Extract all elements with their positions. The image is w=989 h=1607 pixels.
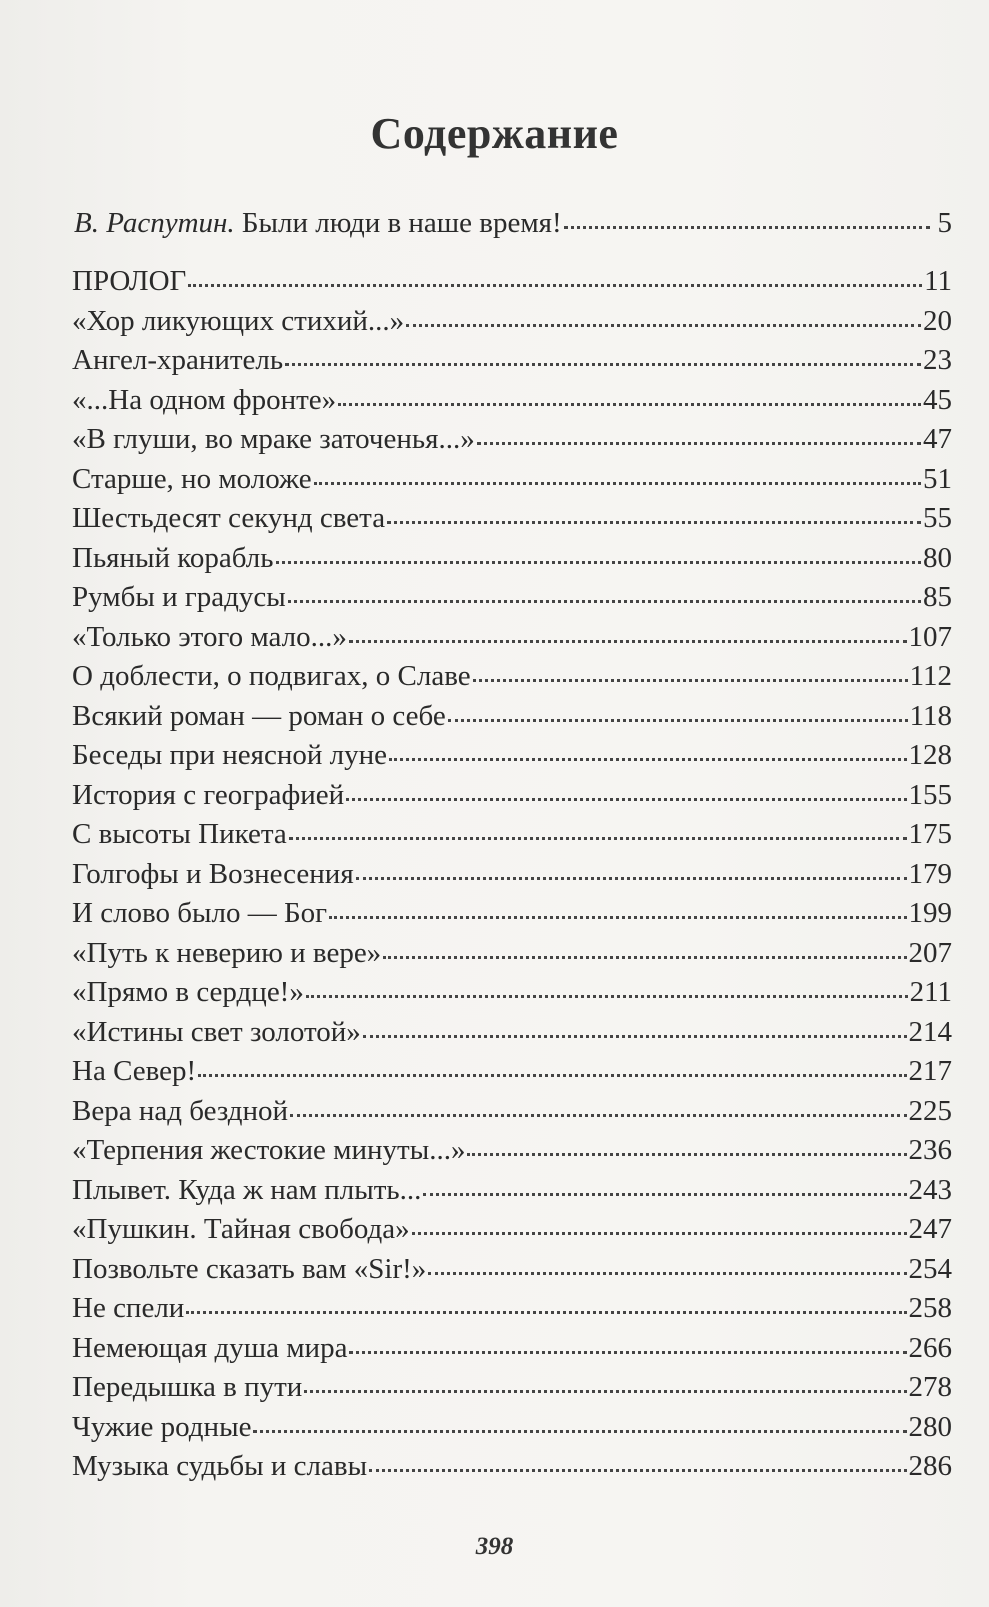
toc-entry-text: Были люди в наше время! bbox=[241, 207, 562, 239]
toc-entry bbox=[72, 539, 952, 579]
toc-entry-page: 199 bbox=[908, 897, 952, 929]
toc-entry-page: 85 bbox=[923, 581, 952, 613]
page-number: 398 bbox=[475, 1533, 514, 1560]
toc-entry bbox=[72, 1052, 952, 1092]
dot-leader bbox=[389, 758, 907, 761]
toc-entry-page: 80 bbox=[923, 541, 952, 574]
toc-entry bbox=[72, 1171, 952, 1211]
toc-entry-page: 51 bbox=[923, 462, 952, 495]
toc-entry-title: «Пушкин. Тайная свобода» bbox=[72, 1213, 410, 1245]
dot-leader bbox=[383, 956, 906, 959]
toc-entry-page: 243 bbox=[908, 1173, 952, 1206]
toc-entry-title: «Прямо в сердце!» bbox=[72, 976, 304, 1008]
dot-leader bbox=[285, 363, 921, 366]
dot-leader bbox=[423, 1193, 906, 1196]
toc-entry-page: 23 bbox=[923, 344, 952, 376]
toc-entry-page: 155 bbox=[908, 778, 952, 811]
dot-leader bbox=[448, 719, 908, 722]
toc-entry bbox=[72, 1210, 952, 1250]
dot-leader bbox=[346, 798, 906, 801]
dot-leader bbox=[564, 226, 930, 229]
toc-entry-title: «В глуши, во мраке заточенья...» bbox=[72, 423, 475, 455]
toc-entry-page: 278 bbox=[908, 1371, 952, 1403]
toc-entry-title: Шестьдесят секунд света bbox=[72, 502, 386, 534]
toc-entry-title: Передышка в пути bbox=[72, 1371, 303, 1403]
toc-entry-page: 286 bbox=[908, 1450, 952, 1482]
toc-entry bbox=[72, 1329, 952, 1369]
toc-entry-title: «Путь к неверию и вере» bbox=[72, 936, 382, 969]
toc-entry bbox=[72, 736, 952, 776]
dot-leader bbox=[288, 600, 921, 603]
toc-entry-title: Чужие родные bbox=[72, 1410, 252, 1443]
toc-entry bbox=[72, 1408, 952, 1448]
toc-entry bbox=[72, 302, 952, 342]
toc-entry-title: Не спели bbox=[72, 1292, 185, 1324]
dot-leader bbox=[349, 640, 907, 643]
dot-leader bbox=[363, 1035, 907, 1038]
toc-intro-entry bbox=[74, 204, 952, 244]
toc-entry-title: Всякий роман — роман о себе bbox=[72, 699, 446, 732]
dot-leader bbox=[473, 679, 908, 682]
dot-leader bbox=[186, 1311, 906, 1314]
toc-entry-title: И слово было — Бог bbox=[72, 897, 328, 929]
toc-entry bbox=[72, 894, 952, 934]
toc-entry-page: 112 bbox=[909, 660, 952, 692]
toc-entry-page: 175 bbox=[908, 818, 952, 850]
toc-entry-page: 211 bbox=[909, 976, 952, 1008]
toc-entry-title: На Север! bbox=[72, 1055, 197, 1087]
toc-entry bbox=[72, 499, 952, 539]
toc-entry bbox=[72, 776, 952, 816]
toc-entry-page: 55 bbox=[923, 502, 952, 534]
toc-entry-author: В. Распутин. bbox=[74, 207, 235, 239]
toc-entry bbox=[72, 420, 952, 460]
dot-leader bbox=[289, 837, 907, 840]
toc-entry-page: 266 bbox=[908, 1331, 952, 1364]
dot-leader bbox=[387, 521, 921, 524]
toc-entry-page: 128 bbox=[908, 739, 952, 771]
dot-leader bbox=[306, 995, 908, 998]
dot-leader bbox=[188, 284, 922, 287]
toc-entry-page: 258 bbox=[908, 1292, 952, 1324]
toc-entry bbox=[72, 262, 952, 302]
dot-leader bbox=[467, 1153, 906, 1156]
toc-entry-page: 107 bbox=[908, 620, 952, 653]
toc-entry-title: С высоты Пикета bbox=[72, 818, 287, 850]
toc-entry-title: О доблести, о подвигах, о Славе bbox=[72, 660, 471, 692]
toc-entry-title bbox=[74, 204, 562, 244]
toc-entry bbox=[72, 1131, 952, 1171]
toc-entry bbox=[72, 934, 952, 974]
toc-entry-title: Старше, но моложе bbox=[72, 462, 312, 495]
toc-entry-page: 20 bbox=[923, 304, 952, 337]
dot-leader bbox=[369, 1469, 906, 1472]
toc-entry-title: «Только этого мало...» bbox=[72, 620, 347, 653]
dot-leader bbox=[428, 1272, 906, 1275]
toc-entry-page: 217 bbox=[908, 1055, 952, 1087]
toc-entry bbox=[72, 341, 952, 381]
toc-entry bbox=[72, 1289, 952, 1329]
toc-entry bbox=[72, 578, 952, 618]
toc-entry-title: Пьяный корабль bbox=[72, 541, 274, 574]
toc-entry-title: История с географией bbox=[72, 778, 345, 811]
toc-entry-title: «Терпения жестокие минуты...» bbox=[72, 1134, 466, 1166]
toc-entry-page: 236 bbox=[908, 1134, 952, 1166]
toc-entry-title: Румбы и градусы bbox=[72, 581, 286, 613]
toc-entry-title: ПРОЛОГ bbox=[72, 265, 187, 297]
dot-leader bbox=[349, 1351, 906, 1354]
toc-entry-title: Плывет. Куда ж нам плыть... bbox=[72, 1173, 422, 1206]
dot-leader bbox=[412, 1232, 907, 1235]
toc-entry-page: 45 bbox=[923, 383, 952, 416]
toc-entry-page: 118 bbox=[909, 699, 952, 732]
toc-entry-page: 247 bbox=[908, 1213, 952, 1245]
toc-entry bbox=[72, 697, 952, 737]
toc-entry-title: Голгофы и Вознесения bbox=[72, 857, 354, 890]
toc-entry-title: Ангел-хранитель bbox=[72, 344, 284, 376]
dot-leader bbox=[406, 324, 921, 327]
toc-entry-title: Вера над бездной bbox=[72, 1094, 289, 1127]
dot-leader bbox=[253, 1430, 906, 1433]
toc-entry-title: Немеющая душа мира bbox=[72, 1331, 348, 1364]
dot-leader bbox=[314, 482, 921, 485]
toc-entry-title: «Хор ликующих стихий...» bbox=[72, 304, 405, 337]
dot-leader bbox=[329, 916, 906, 919]
page-title: Содержание bbox=[370, 109, 619, 158]
toc-entry-page: 254 bbox=[908, 1252, 952, 1285]
dot-leader bbox=[356, 877, 907, 880]
dot-leader bbox=[304, 1390, 906, 1393]
toc-entry-page: 225 bbox=[908, 1094, 952, 1127]
toc-entry bbox=[72, 1250, 952, 1290]
toc-entry-title: «...На одном фронте» bbox=[72, 383, 337, 416]
toc-entry-title: «Истины свет золотой» bbox=[72, 1015, 361, 1048]
toc-entry bbox=[72, 855, 952, 895]
dot-leader bbox=[290, 1114, 906, 1117]
table-of-contents bbox=[72, 262, 952, 1487]
toc-entry bbox=[72, 657, 952, 697]
toc-entry-page: 179 bbox=[908, 857, 952, 890]
toc-entry-page: 207 bbox=[908, 936, 952, 969]
toc-entry-title: Беседы при неясной луне bbox=[72, 739, 387, 771]
toc-entry bbox=[72, 1013, 952, 1053]
toc-entry-title: Музыка судьбы и славы bbox=[72, 1450, 368, 1482]
toc-entry bbox=[72, 618, 952, 658]
toc-entry-page: 11 bbox=[924, 265, 952, 297]
dot-leader bbox=[198, 1074, 906, 1077]
toc-entry-page: 280 bbox=[908, 1410, 952, 1443]
dot-leader bbox=[276, 561, 922, 564]
toc-entry bbox=[72, 973, 952, 1013]
toc-entry bbox=[72, 815, 952, 855]
toc-entry bbox=[72, 1368, 952, 1408]
dot-leader bbox=[477, 442, 921, 445]
toc-entry bbox=[72, 1092, 952, 1132]
toc-entry bbox=[72, 1447, 952, 1487]
toc-entry-page: 5 bbox=[937, 207, 952, 239]
toc-entry-page: 214 bbox=[908, 1015, 952, 1048]
dot-leader bbox=[338, 403, 921, 406]
toc-entry-title: Позвольте сказать вам «Sir!» bbox=[72, 1252, 427, 1285]
toc-entry-page: 47 bbox=[923, 423, 952, 455]
toc-entry bbox=[72, 460, 952, 500]
toc-entry bbox=[72, 381, 952, 421]
